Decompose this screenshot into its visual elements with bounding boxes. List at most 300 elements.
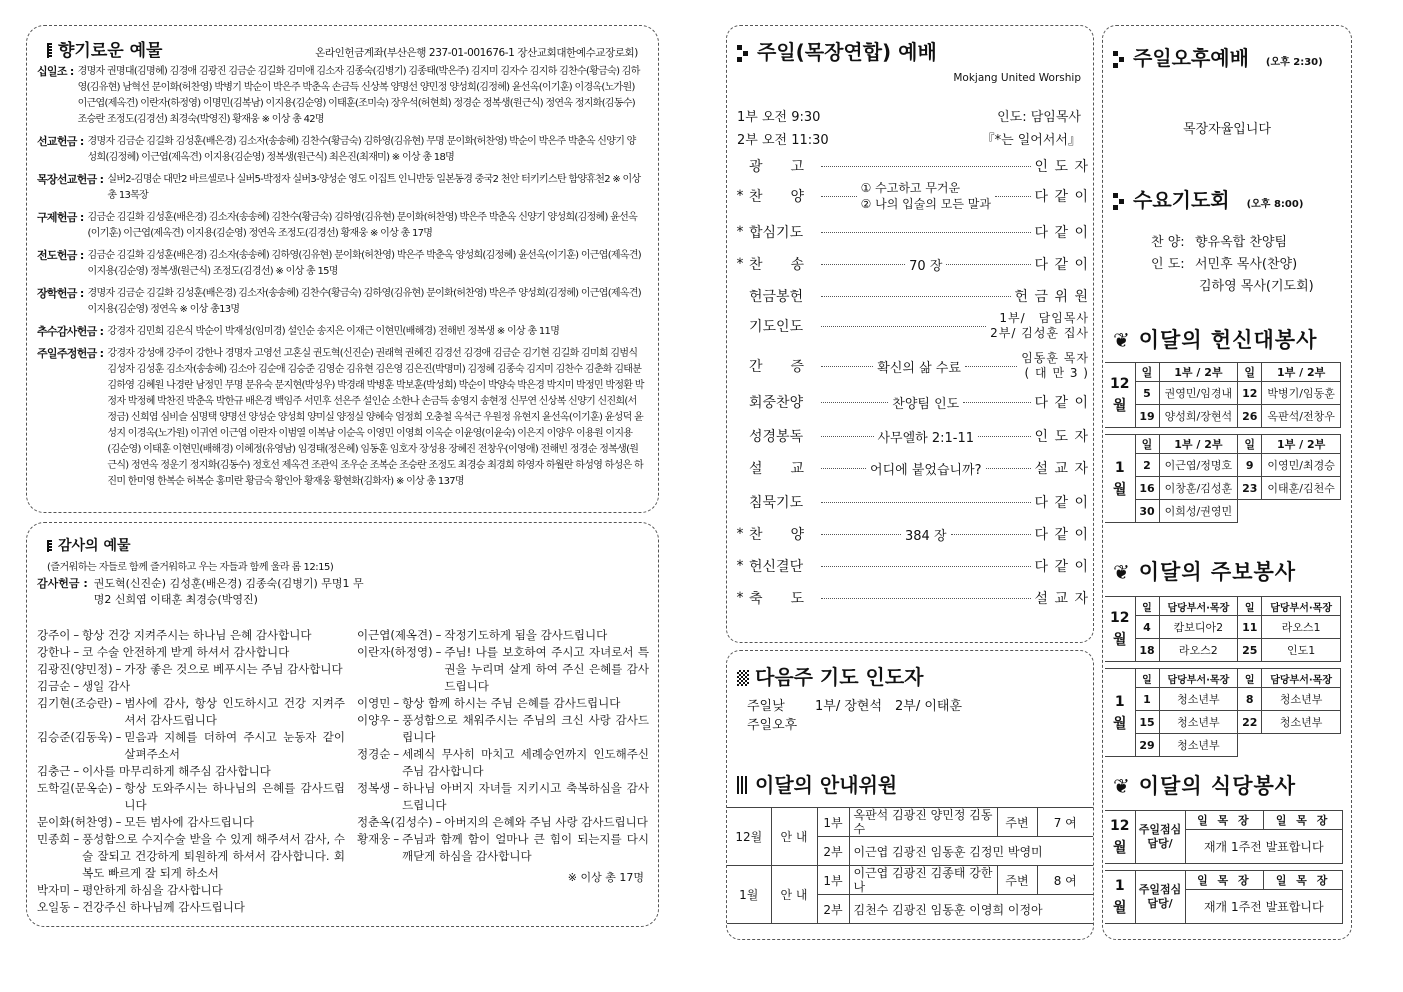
stand-marker: * — [736, 590, 744, 606]
leader-dots — [821, 366, 873, 367]
thanks-entry-name: 김금순 — [37, 679, 71, 693]
thanks-entry-name: 정춘옥(김성수) — [357, 815, 433, 829]
usher-names-2: 이근엽 김광진 임동훈 김정민 박영미 — [849, 837, 1093, 866]
worship-item-content: 70 장 — [909, 258, 943, 274]
kitchen-text: 재개 1주전 발표합니다 — [1185, 830, 1343, 864]
thanks-entry — [37, 763, 345, 780]
ushers-title — [737, 769, 897, 798]
worship-item-responsible: 1부/ 담임목사 2부/ 김성훈 집사 — [990, 311, 1089, 340]
assignee-cell: 이창훈/김성훈 — [1159, 477, 1238, 500]
table-row — [1105, 688, 1341, 711]
header-cell: 담당부서·목장 — [1262, 669, 1341, 688]
thanks-entry — [357, 831, 649, 865]
pm-worship-box — [1102, 25, 1352, 940]
worship-item-middle — [817, 525, 1035, 544]
offering-group-label: 십일조 : — [37, 65, 74, 78]
assignee-cell: 라오스1 — [1262, 616, 1341, 639]
thanks-entry-message: 항상 도와주시는 하나님의 은혜를 감사드립니다 — [124, 781, 345, 812]
dash: – — [393, 832, 400, 846]
worship-item-label: 간 증 — [749, 359, 805, 375]
header-cell: 일 목 장 — [1185, 871, 1264, 890]
thanks-entry-name: 강한나 — [37, 645, 71, 659]
flower-icon: ❦ — [1113, 560, 1131, 584]
thanks-title-text: 감사의 예물 — [58, 538, 131, 554]
worship-item-label: 합심기도 — [749, 225, 804, 241]
usher-names-2: 김천수 김광진 임동훈 이영희 이정아 — [849, 895, 1093, 924]
ushers-table — [727, 807, 1093, 924]
offering-group-names: 강경자 강성애 강주이 강한나 경명자 고영선 고혼실 권도혁(신진순) 권래혁 권혜진 김경선 김경애 김금순 김기현 김길화 김미희 김범식 김성자 김성훈 김소자(송송혜) 김소아 김순애 김승준 김영순 김유현 김은영 김은진(박명미) 김정혜 김종숙 김지미 김찬수 김춘화 김태분 김하영 김혜원 나경란 남정민 무명 문유숙 문지현(박성우) 박경래 박병훈 박보훈(박성희) 박순이 박양숙 박은경 박지미 박정민 박정환 박정자 박정혜 박찬진 박춘옥 박한규 배은경 백임주 서민후 선은주 설인순 소한나 손금득 송영지 송현정 신무연 신상복 신양기 신진희(서정금) 신희엽 심비슬 심명택 양명선 양성순 양성희 양미실 양정실 양혜숙 엄정희 오충철 옥석근 우원정 유현지 윤선옥(이기훈) 윤성덕 윤성지 이경옥(노가원) 이귀연 이근엽 이란자 이범열 이복남 이순옥 이영민 이영희 이옥순 이윤영(이윤숙) 이은지 이양우 이용원 이지용(김순영) 이태훈 이현민(배해경) 이혜정(유영남) 임경태(정은혜) 임동훈 임호자 장성용 장혜진 전창우(이영애) 전해빈 정경순 정복생(원근식) 정연옥 정운기 정지화(김동수) 정호선 제옥견 조관익 조우순 조복순 조승란 조정도 최경승 최경희 하영자 하월란 하성영 하성은 하진미 한미영 한복순 허복순 홍미란 황금숙 황인아 황재웅 황현화(김화자) ※ 이상 총 137명 — [107, 348, 644, 487]
offering-list — [37, 64, 644, 490]
worship-item — [733, 311, 1089, 341]
worship-stand-note: 『*는 일어서서』 — [981, 133, 1081, 148]
offering-account: 온라인헌금계좌(부산은행 237-01-001676-1 장산교회대한예수교장로회) — [315, 47, 638, 59]
day-cell — [1238, 500, 1262, 523]
thanks-entry — [37, 627, 345, 644]
worship-item-responsible: 인 도 자 — [1034, 159, 1089, 175]
worship-subtitle: Mokjang United Worship — [953, 72, 1081, 84]
day-cell: 19 — [1135, 405, 1159, 428]
dash: – — [73, 900, 80, 914]
leader-dots — [821, 196, 857, 197]
worship-item-label: 찬 송 — [749, 257, 805, 273]
header-cell: 1부 / 2부 — [1262, 435, 1341, 454]
day-cell: 16 — [1135, 477, 1159, 500]
table-row — [1105, 382, 1341, 405]
worship-item-content: ① 수고하고 무거운 ② 나의 입술의 모든 말과 — [860, 181, 991, 211]
worship-item-label: 찬 양 — [749, 189, 805, 205]
dash: – — [115, 781, 122, 795]
worship-item-responsible: 다 같 이 — [1034, 559, 1089, 575]
bulletin-table — [1105, 668, 1341, 757]
kitchen-label: 주일점심 — [1138, 823, 1182, 836]
day-cell: 30 — [1135, 500, 1159, 523]
thanks-entry-name: 오일동 — [37, 900, 71, 914]
offering-group-label: 목장선교헌금 : — [37, 173, 104, 186]
table-header — [1105, 871, 1343, 890]
dash: – — [435, 628, 442, 642]
checker-icon — [737, 670, 749, 686]
dash: – — [73, 628, 80, 642]
dedication-table — [1105, 434, 1341, 523]
offering-group-label: 추수감사헌금 : — [37, 325, 104, 338]
day-cell: 1 — [1135, 688, 1159, 711]
usher-part-1: 1부 — [817, 808, 849, 837]
day-cell: 9 — [1238, 454, 1262, 477]
usher-row — [727, 808, 1093, 837]
worship-item-label: 헌금봉헌 — [749, 289, 804, 305]
worship-item-label: 성경봉독 — [749, 429, 804, 445]
next-prayer-sun-am-names: 1부/ 장현석 2부/ 이태훈 — [815, 699, 963, 714]
thanks-entry-message: 작정기도하게 됨을 감사드립니다 — [444, 628, 608, 642]
wed-lead-1: 서민후 목사(찬양) — [1195, 257, 1298, 272]
worship-item — [733, 351, 1089, 381]
leader-dots — [965, 366, 1017, 367]
worship-item-content: 어디에 붙었습니까? — [870, 462, 982, 478]
dash: – — [73, 764, 80, 778]
bar-icon — [47, 43, 52, 58]
worship-item-label: 축 도 — [749, 591, 805, 607]
table-header — [1105, 435, 1341, 454]
assignee-cell: 박병기/임동훈 — [1262, 382, 1341, 405]
offering-group-label: 장학헌금 : — [37, 287, 84, 300]
usher-part-2: 2부 — [817, 895, 849, 924]
leader-dots — [978, 436, 1031, 437]
thanks-entry-name: 김충근 — [37, 764, 71, 778]
thanks-entry-message: 가장 좋은 것으로 베푸시는 주님 감사합니다 — [124, 662, 343, 676]
thanks-entry-name: 황재웅 — [357, 832, 391, 846]
worship-item-label: 광 고 — [749, 159, 805, 175]
kitchen-table — [1105, 870, 1343, 924]
table-row — [1105, 711, 1341, 734]
usher-month: 1월 — [727, 866, 771, 924]
day-cell: 18 — [1135, 639, 1159, 662]
assignee-cell: 청소년부 — [1262, 711, 1341, 734]
dash: – — [115, 815, 122, 829]
thanks-entry — [37, 678, 345, 695]
dash: – — [73, 645, 80, 659]
offering-group — [37, 346, 644, 490]
month-cell: 12 월 — [1105, 811, 1135, 864]
worship-item-responsible: 다 같 이 — [1034, 257, 1089, 273]
dash: – — [393, 696, 400, 710]
worship-item — [733, 583, 1089, 613]
offering-group — [37, 324, 644, 340]
day-cell: 2 — [1135, 454, 1159, 477]
assignee-cell: 인도1 — [1262, 639, 1341, 662]
assignee-cell: 이희성/권영민 — [1159, 500, 1238, 523]
worship-item-responsible: 인 도 자 — [1034, 429, 1089, 445]
thanks-entry-name: 이영민 — [357, 696, 391, 710]
worship-box — [726, 25, 1094, 643]
worship-order — [733, 151, 1089, 621]
worship-item-responsible: 다 같 이 — [1034, 395, 1089, 411]
thanks-entry — [37, 882, 345, 899]
thanks-entry-message: 믿음과 지혜를 더하여 주시고 눈동자 같이 살펴주소서 — [124, 730, 345, 761]
header-cell: 담당부서·목장 — [1262, 597, 1341, 616]
worship-item — [733, 551, 1089, 581]
worship-item-middle — [817, 393, 1035, 412]
thanks-entry — [357, 695, 649, 712]
kitchen-label-cell — [1135, 811, 1185, 864]
worship-item-middle — [817, 598, 1035, 599]
worship-item-middle — [817, 180, 1035, 212]
offering-group-label: 구제헌금 : — [37, 211, 84, 224]
kitchen-table — [1105, 810, 1343, 864]
worship-time-1: 1부 오전 9:30 — [737, 110, 821, 125]
assignee-cell: 양성희/장현석 — [1159, 405, 1238, 428]
thanks-entry — [37, 695, 345, 729]
day-cell: 8 — [1238, 688, 1262, 711]
usher-part-1: 1부 — [817, 866, 849, 895]
table-row — [1105, 405, 1341, 428]
assignee-cell: 캄보디아2 — [1159, 616, 1238, 639]
month-cell: 12 월 — [1105, 597, 1135, 662]
usher-row — [727, 866, 1093, 895]
worship-item — [733, 249, 1089, 279]
dedication-title-text: 이달의 헌신대봉사 — [1138, 328, 1318, 352]
thanks-entry-name: 문이화(허찬영) — [37, 815, 113, 829]
thanks-offering-label: 감사헌금 : — [37, 577, 88, 590]
day-cell: 26 — [1238, 405, 1262, 428]
thanks-entry-name: 민종희 — [37, 832, 71, 846]
dash: – — [73, 832, 80, 846]
dash: – — [73, 679, 80, 693]
leader-dots — [995, 196, 1031, 197]
thanks-entry — [357, 746, 649, 780]
usher-part-2: 2부 — [817, 837, 849, 866]
thanks-entry-message: 이사를 마무리하게 해주심 감사합니다 — [82, 764, 271, 778]
offering-title-text: 향기로운 예물 — [58, 41, 163, 61]
kitchen-label-cell — [1135, 871, 1185, 924]
header-cell: 1부 / 2부 — [1159, 363, 1238, 382]
worship-item-middle — [817, 357, 1021, 376]
thanks-entry-message: 항상 건강 지켜주시는 하나님 은혜 감사합니다 — [82, 628, 312, 642]
offering-group-names: 강경자 김민희 김은식 박순이 박재성(임미경) 설인순 송지은 이재근 이현민(배해경) 전해빈 정복생 ※ 이상 총 11명 — [107, 326, 560, 337]
worship-item-responsible: 다 같 이 — [1034, 189, 1089, 205]
thanks-entry-message: 건강주신 하나님께 감사드립니다 — [82, 900, 245, 914]
header-cell: 일 — [1238, 363, 1262, 382]
square-bullet-icon — [737, 45, 749, 61]
header-cell: 1부 / 2부 — [1262, 363, 1341, 382]
thanks-entry-name: 정복생 — [357, 781, 391, 795]
kitchen-sub: 담당/ — [1147, 897, 1173, 910]
wed-lead-label: 인 도: — [1151, 257, 1185, 272]
thanks-entry — [37, 661, 345, 678]
leader-dots — [821, 296, 1011, 297]
next-prayer-sun-am-label: 주일낮 — [747, 699, 785, 714]
leader-dots — [821, 232, 1031, 233]
assignee-cell: 청소년부 — [1159, 711, 1238, 734]
thanks-entry-name: 박자미 — [37, 883, 71, 897]
dash: – — [115, 696, 122, 710]
thanks-entry-message: 하나님 아버지 자녀들 지키시고 축복하심을 감사드립니다 — [402, 781, 649, 812]
leader-dots — [821, 166, 1031, 167]
usher-month: 12월 — [727, 808, 771, 866]
thanks-entry-message: 풍성함으로 채워주시는 주님의 크신 사랑 감사드립니다 — [402, 713, 649, 744]
worship-item — [733, 519, 1089, 549]
worship-title-text: 주일(목장연합) 예배 — [757, 40, 937, 64]
stand-marker: * — [736, 188, 744, 204]
worship-item-responsible: 설 교 자 — [1034, 461, 1089, 477]
stand-marker: * — [736, 224, 744, 240]
wed-lead-2: 김하영 목사(기도회) — [1199, 279, 1314, 294]
dash: – — [435, 645, 442, 659]
worship-item-responsible: 다 같 이 — [1034, 495, 1089, 511]
dash: – — [393, 781, 400, 795]
usher-extra-label: 주변 — [997, 808, 1037, 837]
worship-title — [737, 36, 937, 65]
offering-group-names: 경명자 김금순 김길화 김성훈(배은경) 김소자(송송혜) 김찬수(황금숙) 김하영(김유현) 문이화(허찬영) 박은주 양성희(김정혜) 이근엽(제옥견) 이지용(김순영) 정연옥 ※ 이상 총13명 — [87, 288, 641, 315]
thanks-entry-message: 모든 범사에 감사드립니다 — [124, 815, 254, 829]
worship-item-label: 설 교 — [749, 461, 805, 477]
thanks-title — [47, 535, 131, 555]
worship-item-middle — [817, 296, 1015, 297]
thanks-entry-message: 풍성함으로 수지수술 받을 수 있게 해주셔서 감사, 수술 잘되고 건강하게 퇴원하게 하셔서 감사합니다. 회복도 빠르게 잘 되게 하소서 — [82, 832, 345, 880]
thanks-entry-name: 강주이 — [37, 628, 71, 642]
worship-item-middle — [817, 459, 1035, 478]
assignee-cell: 청소년부 — [1262, 688, 1341, 711]
thanks-entry-message: 코 수술 안전하게 받게 하셔서 감사합니다 — [82, 645, 290, 659]
worship-item-label: 회중찬양 — [749, 395, 804, 411]
offering-group — [37, 210, 644, 242]
leader-dots — [821, 534, 901, 535]
leader-dots — [821, 468, 866, 469]
worship-item-middle — [817, 326, 990, 327]
worship-item-middle — [817, 166, 1035, 167]
table-header — [1105, 811, 1343, 830]
thanks-verse: (즐거워하는 자들로 함께 즐거워하고 우는 자들과 함께 울라 롬 12:15) — [47, 562, 334, 573]
square-bullet-icon — [1113, 193, 1125, 209]
usher-role: 안 내 — [771, 866, 817, 924]
assignee-cell: 청소년부 — [1159, 688, 1238, 711]
usher-names-1: 옥판석 김광진 양민정 김동수 — [849, 808, 997, 837]
usher-extra: 8 여 — [1037, 866, 1093, 895]
worship-item — [733, 487, 1089, 517]
worship-item-content: 확신의 삶 수료 — [877, 360, 961, 376]
assignee-cell: 옥판석/전창우 — [1262, 405, 1341, 428]
month-cell: 1 월 — [1105, 871, 1135, 924]
bar-icon — [737, 776, 749, 794]
dedication-tables — [1105, 362, 1339, 529]
assignee-cell: 이태훈/김천수 — [1262, 477, 1341, 500]
leader-dots — [946, 264, 1030, 265]
worship-item-middle — [817, 502, 1035, 503]
thanks-entry-message: 평안하게 하심을 감사합니다 — [82, 883, 223, 897]
next-prayer-sun-pm: 주일오후 — [747, 718, 798, 733]
thanks-entry — [37, 644, 345, 661]
thanks-entry-name: 이란자(하정영) — [357, 645, 433, 659]
kitchen-label: 주일점심 — [1138, 883, 1182, 896]
thanks-entry — [37, 729, 345, 763]
header-cell: 담당부서·목장 — [1159, 597, 1238, 616]
header-cell: 일 — [1135, 669, 1159, 688]
worship-leader: 인도: 담임목사 — [997, 110, 1081, 125]
table-row — [1105, 500, 1341, 523]
thanks-entry-message: 범사에 감사, 항상 인도하시고 건강 지켜주셔서 감사드립니다 — [124, 696, 345, 727]
leader-dots — [821, 402, 888, 403]
pm-worship-title — [1113, 42, 1323, 71]
thanks-entry-message: 아버지의 은혜와 주님 사랑 감사드립니다 — [444, 815, 648, 829]
usher-role: 안 내 — [771, 808, 817, 866]
header-cell: 일 목 장 — [1264, 811, 1343, 830]
offering-group — [37, 134, 644, 166]
usher-extra: 7 여 — [1037, 808, 1093, 837]
worship-item-content: 사무엘하 2:1-11 — [877, 430, 975, 446]
offering-group-label: 전도헌금 : — [37, 249, 84, 262]
offering-group-names: 경명자 권명대(김명혜) 김경애 김광진 김금순 김길화 김미애 김소자 김종숙(김병기) 김종태(박은주) 김지미 김자수 김지하 김찬수(황금숙) 김하영(김유현) 남혁선 문이화(허찬영) 박병기 박순이 박은주 박춘옥 손금득 신상복 양명선 양민정 양성희(김정혜) 윤선옥(이기훈) 이경옥(노가원) 이근엽(제옥견) 이란자(하정영) 이명민(김복남) 이지용(김순영) 이태훈(조미숙) 장우석(허현희) 정경순 정복생(원근식) 정연옥 정지화(김동수) 조승란 조정도(김경선) 최경숙(박영진) 황재웅 ※ 이상 총 42명 — [77, 66, 640, 125]
stand-marker: * — [736, 256, 744, 272]
worship-item-middle — [817, 232, 1035, 233]
worship-item — [733, 453, 1089, 483]
flower-icon: ❦ — [1113, 774, 1131, 798]
header-cell: 일 목 장 — [1264, 871, 1343, 890]
wed-praise: 향유옥합 찬양팀 — [1195, 235, 1288, 250]
worship-item — [733, 151, 1089, 181]
usher-extra-label: 주변 — [997, 866, 1037, 895]
day-cell: 15 — [1135, 711, 1159, 734]
thanks-entry-name: 이양우 — [357, 713, 391, 727]
offering-group-names: 김금순 김길화 김성훈(배은경) 김소자(송송혜) 김하영(김유현) 문이화(허찬영) 박은주 박춘옥 양성희(김정혜) 윤선옥(이기훈) 이근엽(제옥견) 이지용(김순영) 정복생(원근식) 조정도(김경선) ※ 이상 총 15명 — [87, 250, 641, 277]
thanks-box — [26, 522, 659, 927]
ushers-box — [726, 650, 1094, 940]
kitchen-title — [1113, 770, 1296, 800]
month-cell: 1 월 — [1105, 435, 1135, 523]
assignee-cell: 이영민/최경승 — [1262, 454, 1341, 477]
header-cell: 담당부서·목장 — [1159, 669, 1238, 688]
thanks-entry — [37, 899, 345, 916]
pm-worship-text: 목장자율입니다 — [1183, 122, 1271, 137]
header-cell: 일 — [1238, 597, 1262, 616]
assignee-cell: 라오스2 — [1159, 639, 1238, 662]
leader-dots — [951, 534, 1031, 535]
day-cell: 23 — [1238, 477, 1262, 500]
offering-group-names: 김금순 김길화 김성훈(배은경) 김소자(송송혜) 김찬수(황금숙) 김하영(김유현) 문이화(허찬영) 박은주 박춘옥 신양기 양성희(김정혜) 윤선옥(이기훈) 이근엽(제옥견) 이지용(김순영) 정연옥 조정도(김경선) 황재웅 ※ 이상 총 17명 — [87, 212, 638, 239]
thanks-entry-message: 세례식 무사히 마치고 세례승언까지 인도해주신 주님 감사합니다 — [402, 747, 649, 778]
ushers-title-text: 이달의 안내위원 — [755, 773, 898, 797]
bulletin-table — [1105, 596, 1341, 662]
worship-item-label: 헌신결단 — [749, 559, 804, 575]
table-row — [1105, 639, 1341, 662]
usher-names-1: 이근엽 김광진 김종태 강한나 — [849, 866, 997, 895]
worship-item-content: 찬양팀 인도 — [892, 396, 960, 412]
kitchen-title-text: 이달의 식당봉사 — [1138, 774, 1297, 798]
header-cell: 일 — [1135, 363, 1159, 382]
stand-marker: * — [736, 558, 744, 574]
thanks-entry-message: 생일 감사 — [82, 679, 131, 693]
thanks-entry-name: 도학길(문옥순) — [37, 781, 113, 795]
flower-icon: ❦ — [1113, 328, 1131, 352]
thanks-right-column — [357, 627, 649, 865]
offering-group-names: 경명자 김금순 김길화 김성훈(배은경) 김소자(송송혜) 김찬수(황금숙) 김하영(김유현) 무명 문이화(허찬영) 박순이 박은주 박춘옥 신양기 양성희(김정혜) 이근엽(제옥견) 이지용(김순영) 정복생(원근식) 최은진(최재미) ※ 이상 총 18명 — [87, 136, 636, 163]
header-cell: 일 — [1135, 597, 1159, 616]
bulletin-title-text: 이달의 주보봉사 — [1138, 560, 1297, 584]
thanks-entry-name: 정경순 — [357, 747, 391, 761]
thanks-entry — [357, 780, 649, 814]
worship-item-middle — [817, 255, 1035, 274]
wed-praise-label: 찬 양: — [1151, 235, 1185, 250]
worship-item-label: 기도인도 — [749, 319, 804, 335]
thanks-offering-names: 권도혁(신진순) 김성훈(배은경) 김종숙(김병기) 무명1 무명2 신희엽 이태훈 최경승(박영진) — [93, 577, 364, 606]
kitchen-sub: 담당/ — [1147, 837, 1173, 850]
next-prayer-title — [737, 661, 924, 690]
offering-group — [37, 172, 644, 204]
assignee-cell: 이근엽/정명호 — [1159, 454, 1238, 477]
day-cell: 29 — [1135, 734, 1159, 757]
day-cell: 12 — [1238, 382, 1262, 405]
header-cell: 일 목 장 — [1185, 811, 1264, 830]
table-row — [1105, 477, 1341, 500]
worship-time-2: 2부 오전 11:30 — [737, 133, 829, 148]
stand-marker: * — [736, 526, 744, 542]
leader-dots — [821, 502, 1031, 503]
kitchen-text: 재개 1주전 발표합니다 — [1185, 890, 1343, 924]
thanks-entry-name: 김승준(김동욱) — [37, 730, 113, 744]
table-header — [1105, 597, 1341, 616]
worship-item — [733, 181, 1089, 211]
header-cell: 일 — [1238, 435, 1262, 454]
assignee-cell — [1262, 500, 1341, 523]
worship-item — [733, 421, 1089, 451]
thanks-entry — [37, 814, 345, 831]
thanks-entry-name: 이근엽(제옥견) — [357, 628, 433, 642]
thanks-entry — [357, 644, 649, 695]
thanks-entry-name: 김기현(조승란) — [37, 696, 113, 710]
offering-title — [47, 36, 162, 61]
wed-prayer-title — [1113, 184, 1303, 213]
offering-group-names: 실버2-김명순 대만2 바르셀로나 실버5-박정자 실버3-양성순 영도 이집트 인니반둥 일본동경 중국2 천안 터키키스탄 함양휴천2 ※ 이상 총 13목장 — [107, 174, 641, 201]
offering-box — [26, 25, 659, 513]
offering-group — [37, 248, 644, 280]
